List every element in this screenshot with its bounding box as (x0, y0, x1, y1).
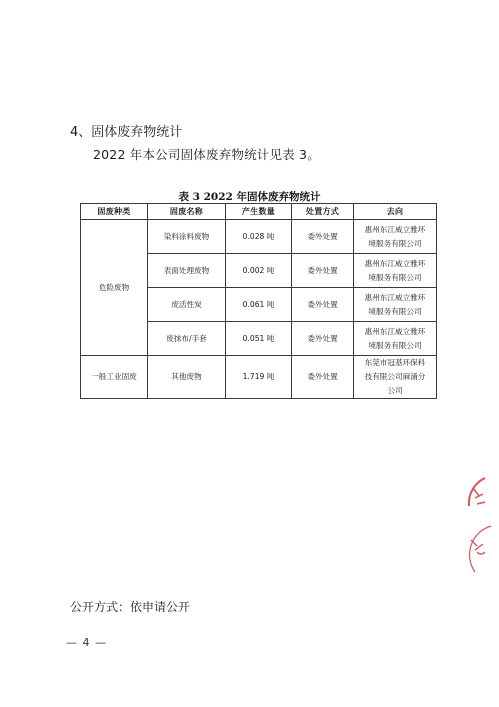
method-cell: 委外处置 (292, 322, 354, 356)
destination-line: 惠州东江威立雅环 (364, 224, 426, 234)
method-cell: 委外处置 (292, 288, 354, 322)
destination-line: 境服务有限公司 (368, 272, 422, 282)
destination-line: 公司 (387, 386, 403, 395)
destination-cell (354, 288, 437, 322)
waste-name-cell: 染料涂料废物 (148, 220, 226, 254)
page-number: — 4 — (66, 636, 107, 649)
waste-name-cell: 废活性炭 (148, 288, 226, 322)
amount-cell: 0.028 吨 (226, 220, 292, 254)
seal-stamp-icon (455, 476, 495, 576)
table-row (81, 356, 437, 399)
method-cell: 委外处置 (292, 220, 354, 254)
destination-cell (354, 220, 437, 254)
table-caption: 表 3 2022 年固体废弃物统计 (178, 191, 321, 203)
stamp-mark (471, 540, 485, 554)
header-destination: 去向 (354, 204, 437, 220)
amount-cell: 0.002 吨 (226, 254, 292, 288)
header-name: 固废名称 (148, 204, 226, 220)
destination-line: 惠州东江威立雅环 (364, 292, 426, 302)
category-cell: 一般工业固废 (81, 356, 148, 399)
method-cell: 委外处置 (292, 254, 354, 288)
solid-waste-table (80, 203, 437, 399)
header-category: 固废种类 (81, 204, 148, 220)
table-header-row (81, 204, 437, 220)
amount-cell: 0.051 吨 (226, 322, 292, 356)
destination-line: 技有限公司麻涌分 (364, 372, 426, 381)
destination-line: 境服务有限公司 (368, 306, 422, 316)
intro-text: 2022 年本公司固体废弃物统计见表 3。 (93, 147, 320, 162)
section-heading: 4、固体废弃物统计 (70, 125, 183, 140)
stamp-arc (470, 526, 491, 572)
destination-cell (354, 356, 437, 399)
category-cell: 危险废物 (81, 220, 148, 356)
destination-line: 境服务有限公司 (368, 238, 422, 248)
destination-line: 惠州东江威立雅环 (364, 326, 426, 336)
waste-name-cell: 表面处理废物 (148, 254, 226, 288)
destination-cell (354, 254, 437, 288)
header-amount: 产生数量 (226, 204, 292, 220)
destination-cell (354, 322, 437, 356)
amount-cell: 0.061 吨 (226, 288, 292, 322)
destination-line: 惠州东江威立雅环 (364, 258, 426, 268)
stamp-mark (473, 488, 485, 504)
waste-name-cell: 其他废物 (148, 356, 226, 399)
header-method: 处置方式 (292, 204, 354, 220)
disclosure-method: 公开方式：依申请公开 (70, 600, 191, 614)
table-row (81, 220, 437, 254)
method-cell: 委外处置 (292, 356, 354, 399)
destination-line: 东莞市冠基环保科 (364, 358, 426, 367)
amount-cell: 1.719 吨 (226, 356, 292, 399)
waste-name-cell: 废抹布/手套 (148, 322, 226, 356)
destination-line: 境服务有限公司 (368, 340, 422, 350)
